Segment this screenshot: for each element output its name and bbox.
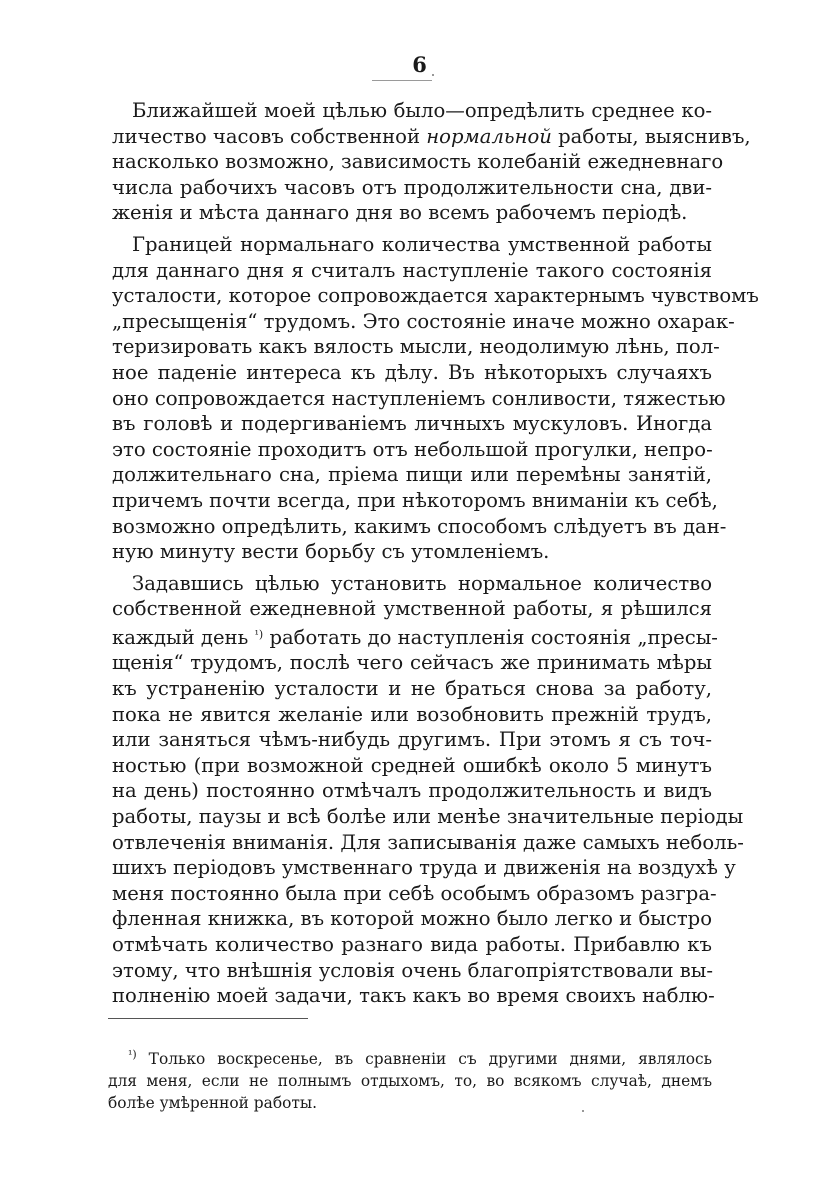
text-line [112, 437, 712, 463]
text-segment: меня постоянно была при себѣ особымъ образомъ разгра- [112, 881, 717, 905]
text-segment: къ устраненію усталости и не браться снова за работу, [112, 677, 712, 701]
text-line [112, 258, 712, 284]
text-line [112, 778, 712, 804]
text-segment: „пресыщенія“ трудомъ. Это состояніе иначе можно охарак- [112, 309, 735, 333]
text-segment: на день) постоянно отмѣчалъ продолжительность и видъ [112, 779, 712, 803]
text-segment: насколько возможно, зависимость колебаній ежедневнаго [112, 150, 724, 174]
text-segment: Задавшись цѣлью установить нормальное количество [132, 571, 712, 595]
text-line [112, 855, 736, 881]
paragraph [112, 98, 751, 226]
text-segment: этому, что внѣшнія условія очень благопріятствовали вы- [112, 958, 714, 982]
text-segment: личество часовъ собственной [112, 124, 427, 148]
text-line [112, 596, 712, 622]
text-segment: женія и мѣста даннаго дня во всемъ рабочемъ періодѣ. [112, 201, 688, 225]
text-line [112, 650, 712, 676]
text-line [112, 622, 718, 651]
text-line [112, 727, 712, 753]
text-line [112, 702, 712, 728]
page-number-rule [372, 80, 432, 81]
text-segment: для меня, если не полнымъ отдыхомъ, то, во всякомъ случаѣ, днемъ [108, 1072, 712, 1090]
text-line [112, 571, 712, 597]
footnote-line [108, 1092, 712, 1114]
text-segment: работать до наступленія состоянія „пресы- [263, 625, 718, 649]
text-line [112, 462, 712, 488]
footnote-marker: ¹) [254, 627, 264, 641]
text-line [112, 124, 751, 150]
footnote-marker: ¹) [128, 1048, 137, 1061]
text-segment: шихъ періодовъ умственнаго труда и движенія на воздухѣ у [112, 856, 736, 880]
text-segment: пока не явится желаніе или возобновить прежній трудъ, [112, 702, 712, 726]
text-line [112, 958, 712, 984]
paragraph [112, 571, 744, 1009]
italic-emphasis: нормальной [426, 124, 552, 148]
text-line [112, 906, 712, 932]
text-segment: ное паденіе интереса къ дѣлу. Въ нѣкоторыхъ случаяхъ [112, 360, 712, 384]
text-segment: работы, паузы и всѣ болѣе или менѣе значительные періоды [112, 805, 744, 829]
text-line [112, 804, 744, 830]
text-segment: каждый день [112, 625, 255, 649]
text-segment: причемъ почти всегда, при нѣкоторомъ вниманіи къ себѣ, [112, 488, 718, 512]
text-segment: возможно опредѣлить, какимъ способомъ слѣдуетъ въ дан- [112, 514, 727, 538]
text-segment: въ головѣ и подергиваніемъ личныхъ мускуловъ. Иногда [112, 412, 712, 436]
text-segment: для даннаго дня я считалъ наступленіе такого состоянія [112, 258, 712, 282]
text-line [112, 539, 712, 565]
text-line [112, 232, 712, 258]
footnote [108, 1044, 712, 1114]
text-line [112, 98, 712, 124]
text-segment: собственной ежедневной умственной работы, я рѣшился [112, 597, 712, 621]
footnote-line [108, 1070, 712, 1092]
text-segment: ную минуту вести борьбу съ утомленіемъ. [112, 540, 550, 564]
text-segment: щенія“ трудомъ, послѣ чего сейчасъ же принимать мѣры [112, 651, 712, 675]
footnote-line [108, 1044, 712, 1070]
footnote-rule [108, 1018, 308, 1019]
text-segment: должительнаго сна, пріема пищи или перемѣны занятій, [112, 463, 712, 487]
page-number: 6 [412, 52, 428, 77]
text-line [112, 488, 718, 514]
text-line [112, 514, 727, 540]
body-text [112, 98, 759, 1015]
text-segment: усталости, которое сопровождается характернымъ чувствомъ [112, 284, 759, 308]
text-line [112, 753, 712, 779]
text-segment: оно сопровождается наступленіемъ сонливости, тяжестью [112, 386, 726, 410]
text-segment: Только воскресенье, въ сравненіи съ другими днями, являлось [136, 1050, 712, 1068]
text-line [112, 932, 712, 958]
paragraph [112, 232, 759, 565]
text-line [112, 881, 717, 907]
text-segment: Ближайшей моей цѣлью было—опредѣлить среднее ко- [132, 99, 712, 122]
scan-speck [582, 1110, 584, 1112]
text-line [112, 200, 712, 226]
text-line [112, 283, 759, 309]
text-line [112, 309, 735, 335]
text-segment: полненію моей задачи, такъ какъ во время своихъ наблю- [112, 984, 715, 1008]
text-line [112, 411, 712, 437]
text-segment: теризировать какъ вялость мысли, неодолимую лѣнь, пол- [112, 335, 720, 359]
text-line [112, 830, 744, 856]
text-line [112, 983, 715, 1009]
text-segment: отвлеченія вниманія. Для записыванія даже самыхъ неболь- [112, 830, 744, 854]
footnotes [108, 1044, 712, 1114]
text-line [112, 360, 712, 386]
text-segment: отмѣчать количество разнаго вида работы. Прибавлю къ [112, 933, 712, 956]
text-segment: числа рабочихъ часовъ отъ продолжительности сна, дви- [112, 175, 712, 199]
text-segment: болѣе умѣренной работы. [108, 1094, 318, 1112]
text-segment: или заняться чѣмъ-нибудь другимъ. При этомъ я съ точ- [112, 728, 712, 752]
text-segment: фленная книжка, въ которой можно было легко и быстро [112, 907, 712, 931]
text-line [112, 149, 724, 175]
text-segment: ностью (при возможной средней ошибкѣ около 5 минутъ [112, 753, 712, 777]
text-segment: это состояніе проходитъ отъ небольшой прогулки, непро- [112, 437, 713, 461]
text-line [112, 334, 720, 360]
scan-speck [432, 74, 434, 76]
text-segment: работы, выяснивъ, [551, 124, 751, 148]
text-line [112, 175, 712, 201]
text-segment: Границей нормальнаго количества умственной работы [132, 232, 712, 256]
text-line [112, 386, 726, 412]
text-line [112, 676, 712, 702]
